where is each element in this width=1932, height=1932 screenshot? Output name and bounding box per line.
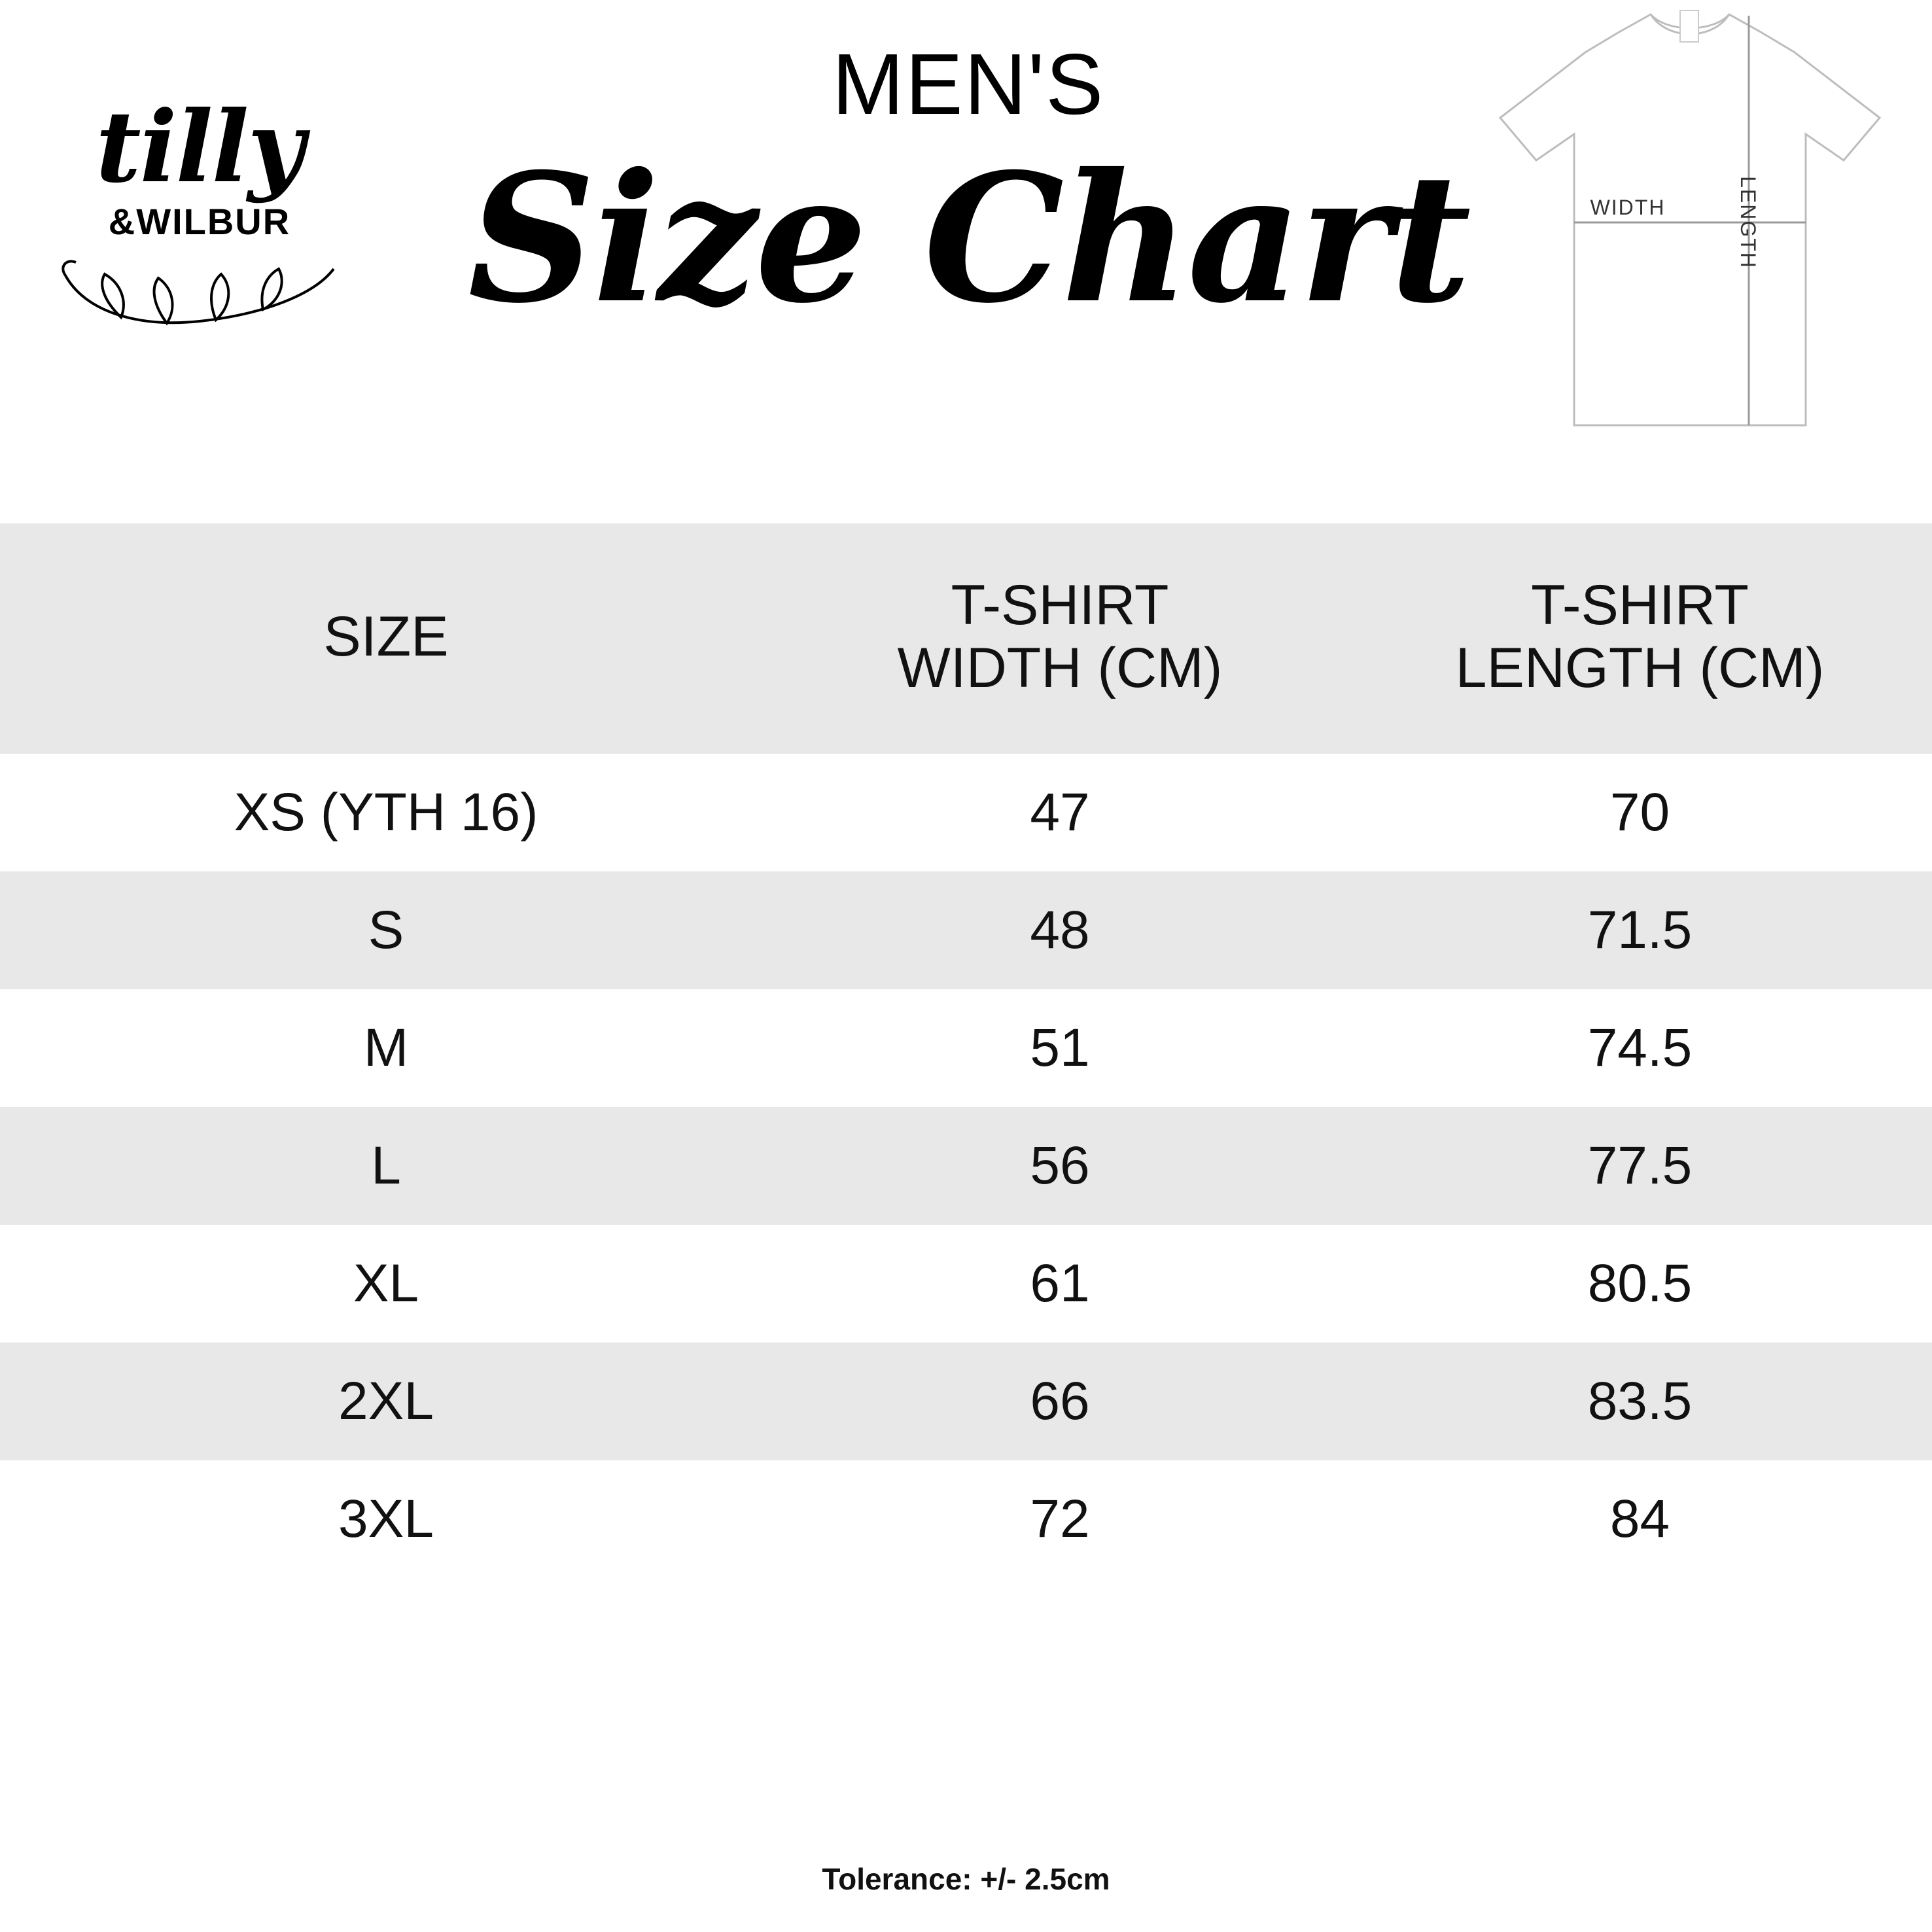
table-row: [0, 1460, 1932, 1578]
tolerance-note: Tolerance: +/- 2.5cm: [822, 1862, 1110, 1896]
column-header-width: [772, 523, 1348, 754]
brand-name: tilly: [96, 90, 304, 205]
cell-size: M: [363, 1018, 409, 1078]
cell-length: 70: [1609, 782, 1670, 842]
brand-logo: [46, 90, 353, 379]
brand-subname: &WILBUR: [108, 201, 291, 242]
cell-length: 77.5: [1348, 1107, 1932, 1225]
cell-length: 80.5: [1587, 1254, 1693, 1313]
table-row: [0, 989, 1932, 1107]
length-label: LENGTH: [1736, 176, 1760, 269]
cell-length: 71.5: [1348, 871, 1932, 989]
cell-width: 48: [772, 871, 1348, 989]
cell-size: XS (YTH 16): [234, 782, 538, 842]
cell-size: 3XL: [338, 1489, 434, 1549]
cell-size: L: [0, 1107, 772, 1225]
size-chart-table: [0, 523, 1932, 1578]
page-subtitle: Size Chart: [468, 133, 1469, 342]
column-header-width-line1: T-SHIRT: [951, 573, 1169, 637]
leaf-branch-icon: [46, 249, 353, 338]
table-row: [0, 1225, 1932, 1343]
table-row: [0, 754, 1932, 871]
cell-width: 66: [772, 1343, 1348, 1460]
cell-size: S: [0, 871, 772, 989]
width-label: WIDTH: [1590, 196, 1666, 219]
cell-width: 56: [772, 1107, 1348, 1225]
cell-width: 72: [1030, 1489, 1090, 1549]
column-header-size: SIZE: [0, 523, 772, 754]
table-row: [0, 871, 1932, 989]
table-header-row: [0, 523, 1932, 754]
title-block: [347, 36, 1590, 342]
cell-length: 83.5: [1348, 1343, 1932, 1460]
column-header-width-line2: WIDTH (CM): [897, 637, 1223, 699]
cell-length: 84: [1609, 1489, 1670, 1549]
cell-length: 74.5: [1587, 1018, 1693, 1078]
table-body: [0, 754, 1932, 1578]
page-title: MEN'S: [832, 36, 1105, 132]
cell-width: 61: [1030, 1254, 1090, 1313]
table-row: [0, 1343, 1932, 1460]
cell-width: 47: [1030, 782, 1090, 842]
column-header-length: [1348, 523, 1932, 754]
tshirt-measurement-icon: [1487, 7, 1893, 458]
cell-width: 51: [1030, 1018, 1090, 1078]
column-header-length-line1: T-SHIRT: [1531, 573, 1749, 637]
cell-size: XL: [353, 1254, 419, 1313]
column-header-length-line2: LENGTH (CM): [1455, 637, 1825, 699]
table-header: [0, 523, 1932, 754]
chart-header: [0, 0, 1932, 523]
table-row: [0, 1107, 1932, 1225]
cell-size: 2XL: [0, 1343, 772, 1460]
